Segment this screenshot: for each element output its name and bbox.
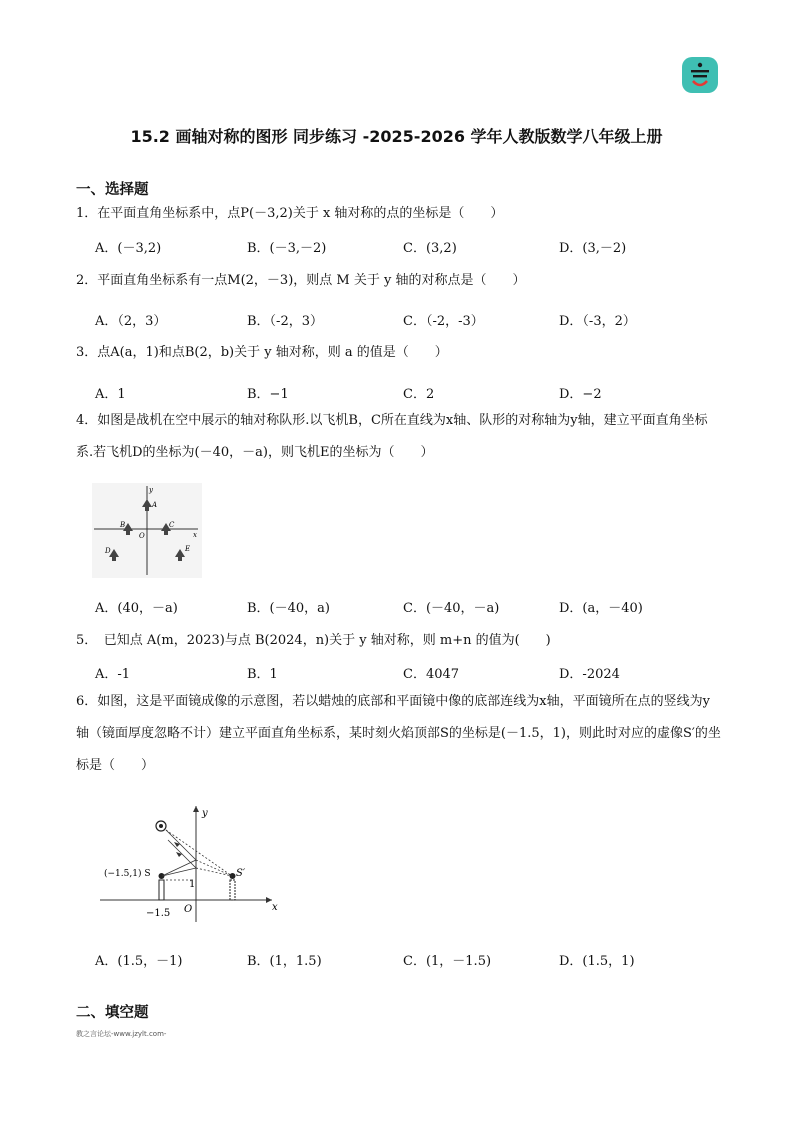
logo [682,57,718,93]
option-c: C．4047 [403,667,460,682]
option-c: C．(1，－1.5) [403,954,492,969]
question-6-stem: 6．如图，这是平面镜成像的示意图，若以蜡烛的底部和平面镜中像的底部连线为x轴，平面镜所在点的竖线为y轴（镜面厚度忽略不计）建立平面直角坐标系，某时刻火焰顶部S的坐标是(－1.5，1)，则此时对应的虚像S′的坐标是（ ） [76,694,721,773]
question-1-stem: 1．在平面直角坐标系中，点P(－3,2)关于 x 轴对称的点的坐标是（ ） [76,206,504,221]
option-d: D．−2 [559,387,602,402]
question-1-options [95,237,735,257]
fig4-label-b: B [120,521,126,529]
question-4-stem: 4．如图是战机在空中展示的轴对称队形.以飞机B，C所在直线为x轴、队形的对称轴为y轴，建立平面直角坐标系.若飞机D的坐标为(－40，－a)，则飞机E的坐标为（ ） [76,413,708,460]
option-d: D．(a，－40) [559,601,643,616]
section-heading-choice: 一、选择题 [76,182,149,198]
option-c: C．(－40，－a) [403,601,500,616]
option-a: A．(－3,2) [95,241,162,256]
option-a: A．-1 [95,667,131,682]
fig4-label-d: D [105,547,111,555]
question-6-options [95,950,735,970]
fig4-label-a: A [152,501,158,509]
question-2-stem: 2．平面直角坐标系有一点M(2，－3)，则点 M 关于 y 轴的对称点是（ ） [76,273,526,288]
fig6-label-1: 1 [189,879,196,890]
option-b: B．−1 [247,387,289,402]
option-b: B．(1，1.5) [247,954,322,969]
question-5-options [95,663,735,683]
fig6-label-neg15: −1.5 [146,908,171,919]
fig6-label-s-prime: S′ [236,868,246,879]
fig6-label-o: O [184,904,193,915]
question-3-stem: 3．点A(a，1)和点B(2，b)关于 y 轴对称，则 a 的值是（ ） [76,345,448,360]
option-d: D．(1.5，1) [559,954,635,969]
question-4-figure [92,483,202,578]
footer-watermark: 教之言论坛-www.jzylt.com- [76,1030,167,1038]
option-b: B．(－40，a) [247,601,330,616]
question-3-options [95,383,735,403]
question-4-options [95,597,735,617]
bookmark-menu-icon [682,57,718,93]
fig4-label-y: y [149,486,153,494]
fig4-label-c: C [169,521,175,529]
option-a: A．(40，－a) [95,601,178,616]
option-d: D．-2024 [559,667,620,682]
option-a: A．（2，3） [95,314,167,329]
option-c: C．(3,2) [403,241,457,256]
option-a: A．(1.5，－1) [95,954,183,969]
option-d: D．(3,－2) [559,241,627,256]
option-c: C．2 [403,387,435,402]
option-d: D．（-3，2） [559,314,636,329]
fig6-label-y: y [202,808,208,819]
fig4-label-x: x [193,531,197,539]
option-b: B．1 [247,667,278,682]
fig6-light-rays [162,830,232,876]
fig4-label-o: O [139,532,145,540]
option-b: B．(－3,－2) [247,241,327,256]
option-b: B．（-2，3） [247,314,323,329]
question-5-stem: 5． 已知点 A(m，2023)与点 B(2024，n)关于 y 轴对称，则 m+n 的值为( ) [76,633,551,648]
fig6-label-s: (−1.5,1) S [104,869,151,879]
fig6-label-x: x [272,902,278,913]
question-2-options [95,310,735,330]
fig4-label-e: E [185,545,191,553]
question-6-figure [100,800,285,925]
option-c: C．（-2，-3） [403,314,484,329]
page-title: 15.2 画轴对称的图形 同步练习 -2025-2026 学年人教版数学八年级上册 [130,127,663,146]
section-heading-fill: 二、填空题 [76,1005,149,1021]
option-a: A．1 [95,387,126,402]
